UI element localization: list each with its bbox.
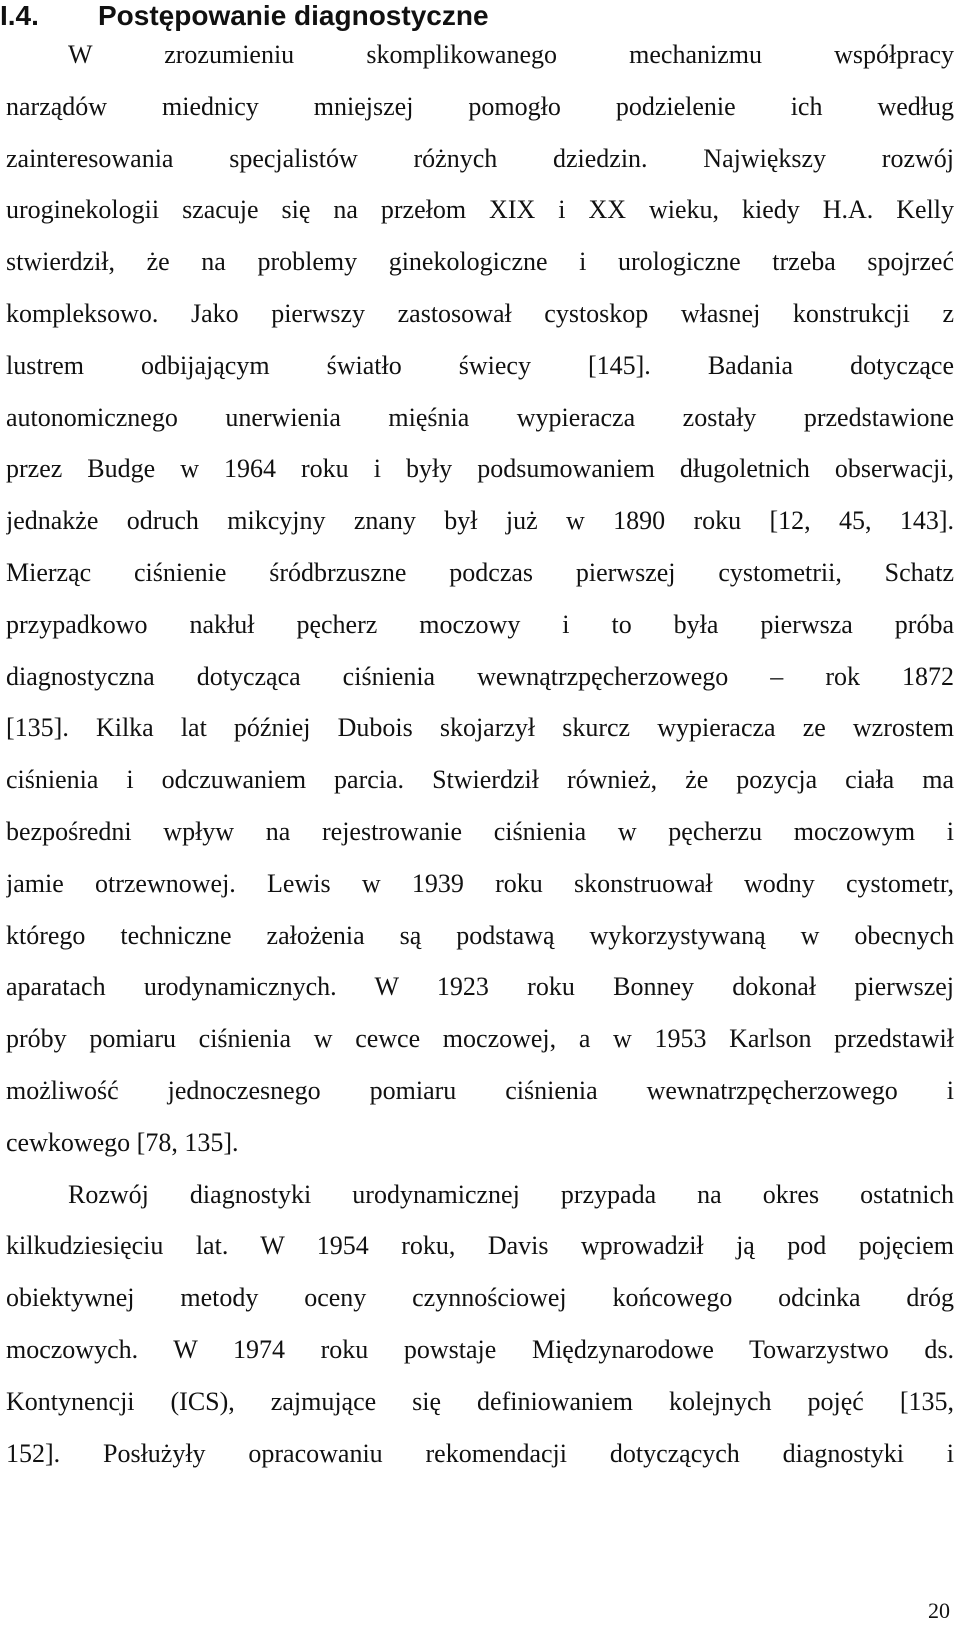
text-line: którego techniczne założenia są podstawą wykorzystywaną w obecnych xyxy=(6,920,954,950)
text-line: kilkudziesięciu lat. W 1954 roku, Davis wprowadził ją pod pojęciem xyxy=(6,1231,954,1261)
section-title: Postępowanie diagnostyczne xyxy=(98,0,489,31)
text-line: aparatach urodynamicznych. W 1923 roku Bonney dokonał pierwszej xyxy=(6,972,954,1002)
section-number: I.4. xyxy=(0,0,39,31)
text-line: Kontynencji (ICS), zajmujące się definiowaniem kolejnych pojęć [135, xyxy=(6,1386,954,1416)
section-heading xyxy=(0,0,489,34)
text-line: bezpośredni wpływ na rejestrowanie ciśnienia w pęcherzu moczowym i xyxy=(6,816,954,846)
text-line: jamie otrzewnowej. Lewis w 1939 roku skonstruował wodny cystometr, xyxy=(6,868,954,898)
text-line: diagnostyczna dotycząca ciśnienia wewnątrzpęcherzowego – rok 1872 xyxy=(6,661,954,691)
text-line: przypadkowo nakłuł pęcherz moczowy i to była pierwsza próba xyxy=(6,609,954,639)
text-line: cewkowego [78, 135]. xyxy=(6,1127,239,1157)
text-line: stwierdził, że na problemy ginekologiczne i urologiczne trzeba spojrzeć xyxy=(6,247,954,277)
text-line: Rozwój diagnostyki urodynamicznej przypada na okres ostatnich xyxy=(68,1179,954,1209)
text-line: ciśnienia i odczuwaniem parcia. Stwierdził również, że pozycja ciała ma xyxy=(6,765,954,795)
text-line: lustrem odbijającym światło świecy [145]. Badania dotyczące xyxy=(6,350,954,380)
body-text xyxy=(6,37,954,1487)
text-line: kompleksowo. Jako pierwszy zastosował cystoskop własnej konstrukcji z xyxy=(6,298,954,328)
text-line: autonomicznego unerwienia mięśnia wypieracza zostały przedstawione xyxy=(6,402,954,432)
text-line: zainteresowania specjalistów różnych dziedzin. Największy rozwój xyxy=(6,143,954,173)
page-number: 20 xyxy=(928,1598,950,1623)
text-line: narządów miednicy mniejszej pomogło podzielenie ich według xyxy=(6,91,954,121)
text-line: 152]. Posłużyły opracowaniu rekomendacji dotyczących diagnostyki i xyxy=(6,1438,954,1468)
text-line: W zrozumieniu skomplikowanego mechanizmu współpracy xyxy=(68,40,954,69)
text-line: obiektywnej metody oceny czynnościowej końcowego odcinka dróg xyxy=(6,1283,954,1313)
text-line: jednakże odruch mikcyjny znany był już w 1890 roku [12, 45, 143]. xyxy=(6,506,954,536)
text-line: przez Budge w 1964 roku i były podsumowaniem długoletnich obserwacji, xyxy=(6,454,954,484)
text-line: Mierząc ciśnienie śródbrzuszne podczas pierwszej cystometrii, Schatz xyxy=(6,557,954,587)
text-line: uroginekologii szacuje się na przełom XIX i XX wieku, kiedy H.A. Kelly xyxy=(6,195,954,225)
text-line: próby pomiaru ciśnienia w cewce moczowej, a w 1953 Karlson przedstawił xyxy=(6,1024,954,1054)
text-line: możliwość jednoczesnego pomiaru ciśnienia wewnatrzpęcherzowego i xyxy=(6,1075,954,1105)
text-line: moczowych. W 1974 roku powstaje Międzynarodowe Towarzystwo ds. xyxy=(6,1334,954,1364)
text-line: [135]. Kilka lat później Dubois skojarzył skurcz wypieracza ze wzrostem xyxy=(6,713,954,743)
